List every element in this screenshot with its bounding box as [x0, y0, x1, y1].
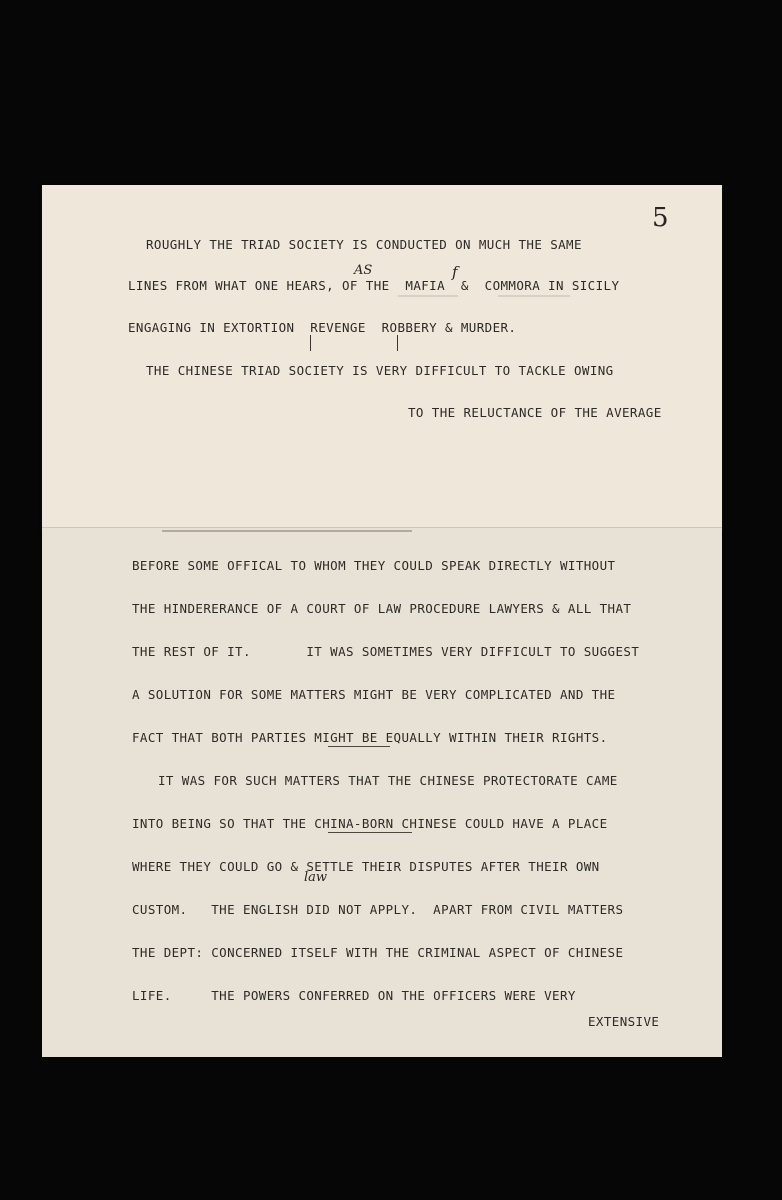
annotation-as: AS	[354, 263, 373, 278]
text-line-12: INTO BEING SO THAT THE CHINA-BORN CHINESE COULD HAVE A PLACE	[132, 816, 608, 831]
text-line-11: IT WAS FOR SUCH MATTERS THAT THE CHINESE PROTECTORATE CAME	[158, 773, 618, 788]
document-page	[42, 185, 722, 1057]
text-line-8: THE REST OF IT. IT WAS SOMETIMES VERY DIFFICULT TO SUGGEST	[132, 644, 640, 659]
comma-mark	[397, 335, 398, 351]
text-line-7: THE HINDERERANCE OF A COURT OF LAW PROCEDURE LAWYERS & ALL THAT	[132, 601, 632, 616]
comma-mark	[310, 335, 311, 351]
text-line-17: EXTENSIVE	[588, 1014, 660, 1029]
text-line-14: CUSTOM. THE ENGLISH DID NOT APPLY. APART FROM CIVIL MATTERS	[132, 902, 624, 917]
annotation-law: law	[304, 870, 328, 885]
page-number: 5	[652, 203, 669, 233]
text-line-1: ROUGHLY THE TRIAD SOCIETY IS CONDUCTED ON MUCH THE SAME	[146, 237, 582, 252]
text-line-9: A SOLUTION FOR SOME MATTERS MIGHT BE VERY COMPLICATED AND THE	[132, 687, 616, 702]
text-line-6: BEFORE SOME OFFICAL TO WHOM THEY COULD SPEAK DIRECTLY WITHOUT	[132, 558, 616, 573]
underline-might-be	[328, 746, 390, 747]
text-line-2: LINES FROM WHAT ONE HEARS, OF THE MAFIA & COMMORA IN SICILY	[128, 278, 620, 293]
bottom-sheet	[42, 528, 722, 1057]
text-line-3: ENGAGING IN EXTORTION REVENGE ROBBERY & MURDER.	[128, 320, 517, 335]
text-line-16: LIFE. THE POWERS CONFERRED ON THE OFFICERS WERE VERY	[132, 988, 576, 1003]
annotation-f: f	[452, 263, 458, 281]
text-line-13: WHERE THEY COULD GO & SETTLE THEIR DISPUTES AFTER THEIR OWN	[132, 859, 600, 874]
top-flap-sheet	[42, 185, 722, 528]
text-line-15: THE DEPT: CONCERNED ITSELF WITH THE CRIMINAL ASPECT OF CHINESE	[132, 945, 624, 960]
text-line-5: TO THE RELUCTANCE OF THE AVERAGE	[408, 405, 662, 420]
text-line-4: THE CHINESE TRIAD SOCIETY IS VERY DIFFICULT TO TACKLE OWING	[146, 363, 614, 378]
underline-china-born	[328, 832, 412, 833]
underline-commora	[498, 295, 570, 297]
ruled-line	[162, 530, 412, 532]
underline-mafia	[398, 295, 458, 297]
text-line-10: FACT THAT BOTH PARTIES MIGHT BE EQUALLY WITHIN THEIR RIGHTS.	[132, 730, 608, 745]
